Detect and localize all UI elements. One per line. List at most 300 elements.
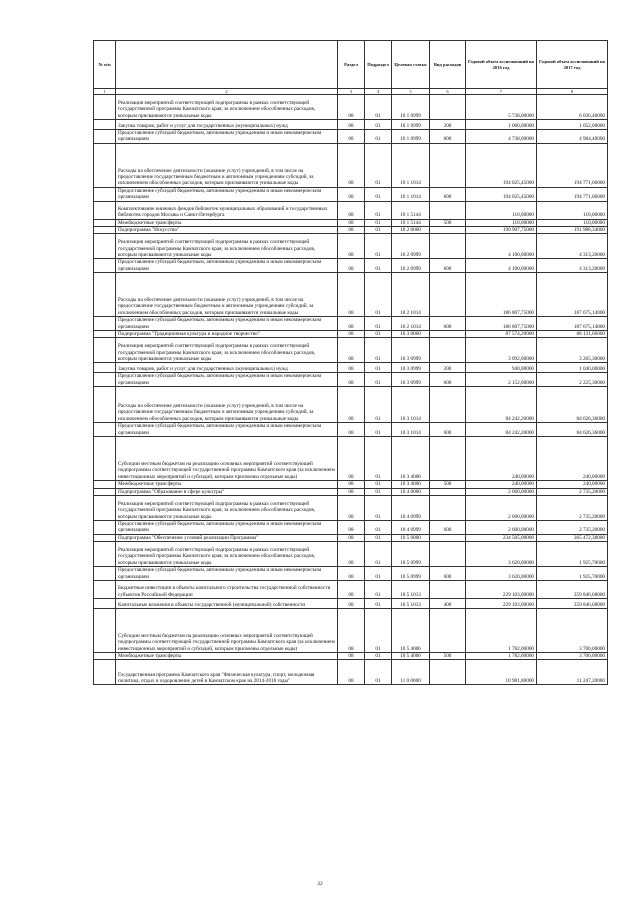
row-razdel-cell: 08 <box>338 598 365 608</box>
row-amount-2017-cell: 6 036,40000 <box>537 95 608 120</box>
table-row <box>94 542 608 567</box>
row-target-article-cell: 10 3 1014 <box>392 423 430 437</box>
row-name-cell: Предоставление субсидий бюджетным, автономным учреждениям и иным некоммерческим организациям <box>116 187 338 201</box>
row-target-article-cell: 10 3 4006 <box>392 437 430 481</box>
row-razdel-cell: 08 <box>338 317 365 331</box>
column-number: 8 <box>537 89 608 95</box>
row-amount-2016-cell: 1 782,00000 <box>466 608 537 652</box>
row-expense-type-cell: 600 <box>430 187 466 201</box>
row-razdel-cell: 08 <box>338 227 365 234</box>
row-razdel-cell: 08 <box>338 488 365 495</box>
row-name-cell: Подпрограмма "Образование в сфере культуры" <box>116 488 338 495</box>
budget-table-sheet <box>93 40 607 685</box>
column-number: 3 <box>338 89 365 95</box>
row-expense-type-cell <box>430 387 466 423</box>
table-row <box>94 598 608 608</box>
row-number-cell <box>94 338 116 363</box>
row-expense-type-cell: 600 <box>430 423 466 437</box>
row-amount-2016-cell: 229 103,00000 <box>466 598 537 608</box>
row-razdel-cell: 08 <box>338 363 365 373</box>
row-razdel-cell: 08 <box>338 542 365 567</box>
row-amount-2016-cell: 194 025,45000 <box>466 187 537 201</box>
row-expense-type-cell <box>430 143 466 187</box>
row-amount-2017-cell: 4 313,20000 <box>537 259 608 273</box>
row-amount-2017-cell: 1 925,70000 <box>537 542 608 567</box>
row-number-cell <box>94 567 116 581</box>
row-name-cell: Реализация мероприятий соответствующей подпрограммы в рамках соответствующей государственной программы Камчатского края, за исключением обособленных расходов, которым присваиваются уникальные коды <box>116 542 338 567</box>
row-amount-2017-cell: 84 626,36000 <box>537 423 608 437</box>
column-number: 6 <box>430 89 466 95</box>
row-razdel-cell: 08 <box>338 120 365 130</box>
row-name-cell: Капитальные вложения в объекты государственной (муниципальной) собственности <box>116 598 338 608</box>
row-razdel-cell: 08 <box>338 234 365 259</box>
row-name-cell: Межбюджетные трансферты <box>116 219 338 226</box>
header-name <box>116 41 338 89</box>
row-podrazdel-cell: 01 <box>365 534 392 541</box>
header-expense-type: Вид расходов <box>430 41 466 89</box>
row-amount-2016-cell: 4 100,00000 <box>466 234 537 259</box>
row-amount-2016-cell: 1 782,00000 <box>466 652 537 659</box>
row-razdel-cell: 08 <box>338 259 365 273</box>
row-target-article-cell: 10 5 0999 <box>392 542 430 567</box>
row-number-cell <box>94 488 116 495</box>
row-expense-type-cell: 600 <box>430 130 466 144</box>
row-amount-2016-cell: 234 505,00000 <box>466 534 537 541</box>
row-podrazdel-cell: 01 <box>365 542 392 567</box>
row-amount-2016-cell: 84 242,20000 <box>466 423 537 437</box>
table-row <box>94 373 608 387</box>
row-name-cell: Предоставление субсидий бюджетным, автономным учреждениям и иным некоммерческим организациям <box>116 567 338 581</box>
row-target-article-cell: 10 3 4006 <box>392 481 430 488</box>
row-number-cell <box>94 259 116 273</box>
table-row <box>94 273 608 317</box>
row-expense-type-cell <box>430 273 466 317</box>
header-amount-2016: Годовой объем ассигнований на 2016 год <box>466 41 537 89</box>
row-amount-2017-cell: 194 771,66000 <box>537 143 608 187</box>
row-podrazdel-cell: 01 <box>365 495 392 520</box>
table-row <box>94 234 608 259</box>
table-row <box>94 219 608 226</box>
row-expense-type-cell <box>430 495 466 520</box>
row-amount-2017-cell: 1 925,70000 <box>537 567 608 581</box>
row-podrazdel-cell: 01 <box>365 187 392 201</box>
row-name-cell: Субсидии местным бюджетам на реализацию основных мероприятий соответствующей подпрограммы соответствующей государственной программы Камчатского края (за исключением инвестиционных мероприятий и субсидий, которым присвоены отдельные коды) <box>116 608 338 652</box>
table-row <box>94 227 608 234</box>
table-row <box>94 652 608 659</box>
row-name-cell: Предоставление субсидий бюджетным, автономным учреждениям и иным некоммерческим организациям <box>116 130 338 144</box>
row-amount-2017-cell: 1 040,00000 <box>537 363 608 373</box>
row-number-cell <box>94 130 116 144</box>
row-amount-2016-cell: 84 242,20000 <box>466 387 537 423</box>
row-razdel-cell: 08 <box>338 373 365 387</box>
row-name-cell: Подпрограмма "Традиционная культура и народное творчество" <box>116 331 338 338</box>
row-number-cell <box>94 387 116 423</box>
table-row <box>94 259 608 273</box>
table-row <box>94 130 608 144</box>
row-podrazdel-cell: 01 <box>365 580 392 598</box>
table-row <box>94 608 608 652</box>
row-target-article-cell: 10 5 0000 <box>392 534 430 541</box>
row-expense-type-cell: 600 <box>430 520 466 534</box>
row-target-article-cell: 10 3 0000 <box>392 331 430 338</box>
row-amount-2016-cell: 1 000,00000 <box>466 120 537 130</box>
row-podrazdel-cell: 01 <box>365 437 392 481</box>
row-number-cell <box>94 495 116 520</box>
column-number: 4 <box>365 89 392 95</box>
row-amount-2017-cell: 84 626,36000 <box>537 387 608 423</box>
row-podrazdel-cell: 01 <box>365 608 392 652</box>
row-amount-2017-cell: 240,00000 <box>537 481 608 488</box>
row-target-article-cell: 10 5 0999 <box>392 567 430 581</box>
row-amount-2017-cell: 359 846,68000 <box>537 598 608 608</box>
table-row <box>94 387 608 423</box>
row-amount-2017-cell: 3 700,00000 <box>537 652 608 659</box>
row-expense-type-cell <box>430 580 466 598</box>
row-podrazdel-cell: 01 <box>365 120 392 130</box>
row-amount-2017-cell: 187 675,14000 <box>537 317 608 331</box>
row-number-cell <box>94 652 116 659</box>
table-row <box>94 187 608 201</box>
row-amount-2017-cell: 191 988,34000 <box>537 227 608 234</box>
row-amount-2016-cell: 186 807,75000 <box>466 317 537 331</box>
row-podrazdel-cell: 01 <box>365 363 392 373</box>
row-podrazdel-cell: 01 <box>365 273 392 317</box>
row-amount-2017-cell: 88 131,66000 <box>537 331 608 338</box>
table-row <box>94 201 608 219</box>
row-expense-type-cell <box>430 201 466 219</box>
row-podrazdel-cell: 01 <box>365 598 392 608</box>
row-amount-2017-cell: 2 735,20000 <box>537 488 608 495</box>
row-expense-type-cell: 500 <box>430 481 466 488</box>
row-name-cell: Расходы на обеспечение деятельности (оказание услуг) учреждений, в том числе на предоставление государственным бюджетным и автономным учреждениям субсидий, за исключением обособленных расходов, которым присваиваются уникальные коды <box>116 387 338 423</box>
row-target-article-cell: 10 1 1014 <box>392 143 430 187</box>
row-expense-type-cell <box>430 338 466 363</box>
row-razdel-cell: 08 <box>338 387 365 423</box>
row-amount-2017-cell: 2 225,30000 <box>537 373 608 387</box>
row-name-cell: Предоставление субсидий бюджетным, автономным учреждениям и иным некоммерческим организациям <box>116 373 338 387</box>
row-target-article-cell: 10 4 0999 <box>392 495 430 520</box>
row-expense-type-cell <box>430 660 466 685</box>
row-amount-2017-cell: 194 771,66000 <box>537 187 608 201</box>
table-body <box>94 89 608 685</box>
row-number-cell <box>94 120 116 130</box>
row-razdel-cell: 08 <box>338 423 365 437</box>
row-podrazdel-cell: 01 <box>365 567 392 581</box>
row-amount-2017-cell: 4 313,20000 <box>537 234 608 259</box>
row-razdel-cell: 08 <box>338 608 365 652</box>
row-target-article-cell: 10 2 0999 <box>392 259 430 273</box>
row-razdel-cell: 08 <box>338 187 365 201</box>
row-razdel-cell: 08 <box>338 331 365 338</box>
row-amount-2016-cell: 2 600,00000 <box>466 488 537 495</box>
row-name-cell: Закупка товаров, работ и услуг для государственных (муниципальных) нужд <box>116 120 338 130</box>
row-expense-type-cell <box>430 234 466 259</box>
column-number: 7 <box>466 89 537 95</box>
table-row <box>94 437 608 481</box>
row-razdel-cell: 08 <box>338 130 365 144</box>
row-number-cell <box>94 273 116 317</box>
row-expense-type-cell <box>430 227 466 234</box>
row-number-cell <box>94 234 116 259</box>
row-number-cell <box>94 580 116 598</box>
row-name-cell: Реализация мероприятий соответствующей подпрограммы в рамках соответствующей государственной программы Камчатского края, за исключением обособленных расходов, которым присваиваются уникальные коды <box>116 95 338 120</box>
row-razdel-cell: 08 <box>338 143 365 187</box>
row-name-cell: Межбюджетные трансферты <box>116 481 338 488</box>
row-razdel-cell: 08 <box>338 95 365 120</box>
row-name-cell: Расходы на обеспечение деятельности (оказание услуг) учреждений, в том числе на предоставление государственным бюджетным и автономным учреждениям субсидий, за исключением обособленных расходов, которым присваиваются уникальные коды <box>116 273 338 317</box>
row-razdel-cell: 08 <box>338 580 365 598</box>
table-row <box>94 363 608 373</box>
row-number-cell <box>94 331 116 338</box>
column-number: 1 <box>94 89 116 95</box>
row-amount-2016-cell: 87 574,20000 <box>466 331 537 338</box>
row-number-cell <box>94 201 116 219</box>
row-podrazdel-cell: 01 <box>365 488 392 495</box>
row-amount-2017-cell: 110,00000 <box>537 219 608 226</box>
row-razdel-cell: 08 <box>338 652 365 659</box>
row-razdel-cell: 08 <box>338 219 365 226</box>
row-podrazdel-cell: 01 <box>365 143 392 187</box>
row-expense-type-cell: 200 <box>430 120 466 130</box>
row-amount-2016-cell: 2 152,00000 <box>466 373 537 387</box>
row-number-cell <box>94 227 116 234</box>
table-row <box>94 580 608 598</box>
row-number-cell <box>94 534 116 541</box>
row-amount-2016-cell: 229 103,00000 <box>466 580 537 598</box>
row-expense-type-cell: 600 <box>430 373 466 387</box>
column-number: 5 <box>392 89 430 95</box>
row-razdel-cell: 08 <box>338 481 365 488</box>
row-podrazdel-cell: 01 <box>365 259 392 273</box>
row-amount-2016-cell: 110,00000 <box>466 201 537 219</box>
row-amount-2016-cell: 240,00000 <box>466 481 537 488</box>
row-target-article-cell: 10 3 0999 <box>392 363 430 373</box>
row-number-cell <box>94 423 116 437</box>
row-number-cell <box>94 143 116 187</box>
row-razdel-cell: 08 <box>338 338 365 363</box>
row-number-cell <box>94 598 116 608</box>
table-row <box>94 95 608 120</box>
row-name-cell: Государственная программа Камчатского края "Физическая культура, спорт, молодежная политика, отдых и оздоровление детей в Камчатском крае на 2014-2018 годы" <box>116 660 338 685</box>
row-razdel-cell: 08 <box>338 273 365 317</box>
row-amount-2016-cell: 4 738,00000 <box>466 130 537 144</box>
row-expense-type-cell: 500 <box>430 652 466 659</box>
table-row <box>94 143 608 187</box>
row-name-cell: Субсидии местным бюджетам на реализацию основных мероприятий соответствующей подпрограммы соответствующей государственной программы Камчатского края (за исключением инвестиционных мероприятий и субсидий, которым присвоены отдельные коды) <box>116 437 338 481</box>
row-amount-2016-cell: 240,00000 <box>466 437 537 481</box>
row-number-cell <box>94 187 116 201</box>
row-razdel-cell: 08 <box>338 201 365 219</box>
row-amount-2017-cell: 11 247,20000 <box>537 660 608 685</box>
row-amount-2016-cell: 3 620,00000 <box>466 567 537 581</box>
row-target-article-cell: 10 3 0999 <box>392 338 430 363</box>
row-razdel-cell: 08 <box>338 495 365 520</box>
row-podrazdel-cell: 01 <box>365 387 392 423</box>
row-podrazdel-cell: 01 <box>365 481 392 488</box>
row-expense-type-cell <box>430 437 466 481</box>
row-amount-2016-cell: 2 600,00000 <box>466 495 537 520</box>
header-razdel: Раздел <box>338 41 365 89</box>
row-podrazdel-cell: 01 <box>365 130 392 144</box>
row-amount-2017-cell: 1 052,00000 <box>537 120 608 130</box>
row-name-cell: Подпрограмма "Искусство" <box>116 227 338 234</box>
row-podrazdel-cell: 01 <box>365 331 392 338</box>
row-target-article-cell: 10 1 5144 <box>392 201 430 219</box>
row-name-cell: Предоставление субсидий бюджетным, автономным учреждениям и иным некоммерческим организациям <box>116 259 338 273</box>
row-expense-type-cell: 600 <box>430 317 466 331</box>
row-podrazdel-cell: 01 <box>365 373 392 387</box>
row-podrazdel-cell: 01 <box>365 660 392 685</box>
row-podrazdel-cell: 01 <box>365 227 392 234</box>
row-name-cell: Реализация мероприятий соответствующей подпрограммы в рамках соответствующей государственной программы Камчатского края, за исключением обособленных расходов, которым присваиваются уникальные коды <box>116 234 338 259</box>
row-name-cell: Предоставление субсидий бюджетным, автономным учреждениям и иным некоммерческим организациям <box>116 520 338 534</box>
row-number-cell <box>94 373 116 387</box>
table-header <box>94 41 608 89</box>
row-number-cell <box>94 437 116 481</box>
row-target-article-cell: 10 1 0999 <box>392 120 430 130</box>
row-amount-2017-cell: 359 846,68000 <box>537 580 608 598</box>
row-name-cell: Расходы на обеспечение деятельности (оказание услуг) учреждений, в том числе на предоставление государственным бюджетным и автономным учреждениям субсидий, за исключением обособленных расходов, которым присваиваются уникальные коды <box>116 143 338 187</box>
row-name-cell: Комплектование книжных фондов библиотек муниципальных образований и государственных библиотек городов Москвы и Санкт-Петербурга <box>116 201 338 219</box>
header-number: № п/п <box>94 41 116 89</box>
row-number-cell <box>94 95 116 120</box>
header-podrazdel: Подраздел <box>365 41 392 89</box>
row-expense-type-cell <box>430 608 466 652</box>
table-row <box>94 481 608 488</box>
row-amount-2016-cell: 940,00000 <box>466 363 537 373</box>
page-number: 32 <box>317 881 323 887</box>
row-number-cell <box>94 520 116 534</box>
row-razdel-cell: 08 <box>338 437 365 481</box>
row-expense-type-cell: 200 <box>430 363 466 373</box>
row-expense-type-cell <box>430 488 466 495</box>
row-name-cell: Межбюджетные трансферты <box>116 652 338 659</box>
row-podrazdel-cell: 01 <box>365 234 392 259</box>
row-name-cell: Предоставление субсидий бюджетным, автономным учреждениям и иным некоммерческим организациям <box>116 317 338 331</box>
row-name-cell: Реализация мероприятий соответствующей подпрограммы в рамках соответствующей государственной программы Камчатского края, за исключением обособленных расходов, которым присваиваются уникальные коды <box>116 338 338 363</box>
table-row <box>94 567 608 581</box>
row-number-cell <box>94 363 116 373</box>
row-razdel-cell: 08 <box>338 567 365 581</box>
row-expense-type-cell: 400 <box>430 598 466 608</box>
row-amount-2017-cell: 2 735,20000 <box>537 495 608 520</box>
row-podrazdel-cell: 01 <box>365 317 392 331</box>
row-amount-2016-cell: 10 981,80000 <box>466 660 537 685</box>
row-name-cell: Бюджетные инвестиции в объекты капитального строительства государственной собственности субъектов Российской Федерации <box>116 580 338 598</box>
row-expense-type-cell <box>430 95 466 120</box>
row-amount-2016-cell: 2 600,00000 <box>466 520 537 534</box>
row-razdel-cell: 08 <box>338 520 365 534</box>
table-row <box>94 423 608 437</box>
row-target-article-cell: 10 5 4006 <box>392 652 430 659</box>
row-amount-2017-cell: 240,00000 <box>537 437 608 481</box>
row-number-cell <box>94 219 116 226</box>
row-name-cell: Реализация мероприятий соответствующей подпрограммы в рамках соответствующей государственной программы Камчатского края, за исключением обособленных расходов, которым присваиваются уникальные коды <box>116 495 338 520</box>
row-number-cell <box>94 317 116 331</box>
table-row <box>94 488 608 495</box>
row-podrazdel-cell: 01 <box>365 95 392 120</box>
table-row <box>94 495 608 520</box>
row-name-cell: Подпрограмма "Обеспечение условий реализации Программы" <box>116 534 338 541</box>
row-target-article-cell: 10 4 0000 <box>392 488 430 495</box>
header-amount-2017: Годовой объем ассигнований на 2017 год <box>537 41 608 89</box>
row-expense-type-cell: 600 <box>430 567 466 581</box>
row-podrazdel-cell: 01 <box>365 652 392 659</box>
row-podrazdel-cell: 01 <box>365 338 392 363</box>
table-row <box>94 534 608 541</box>
row-expense-type-cell <box>430 534 466 541</box>
row-number-cell <box>94 608 116 652</box>
row-podrazdel-cell: 01 <box>365 520 392 534</box>
row-target-article-cell: 10 2 1014 <box>392 317 430 331</box>
row-expense-type-cell <box>430 542 466 567</box>
row-podrazdel-cell: 01 <box>365 423 392 437</box>
row-target-article-cell: 10 2 1014 <box>392 273 430 317</box>
row-expense-type-cell: 600 <box>430 259 466 273</box>
row-amount-2017-cell: 3 265,30000 <box>537 338 608 363</box>
row-amount-2016-cell: 186 807,75000 <box>466 273 537 317</box>
row-target-article-cell: 10 2 0999 <box>392 234 430 259</box>
table-row <box>94 338 608 363</box>
row-podrazdel-cell: 01 <box>365 201 392 219</box>
row-amount-2017-cell: 365 472,38000 <box>537 534 608 541</box>
row-target-article-cell: 10 1 0999 <box>392 130 430 144</box>
row-target-article-cell: 10 3 0999 <box>392 373 430 387</box>
row-amount-2016-cell: 190 907,75000 <box>466 227 537 234</box>
row-amount-2016-cell: 4 100,00000 <box>466 259 537 273</box>
row-amount-2017-cell: 110,00000 <box>537 201 608 219</box>
row-name-cell: Предоставление субсидий бюджетным, автономным учреждениям и иным некоммерческим организациям <box>116 423 338 437</box>
budget-table <box>93 40 608 685</box>
row-amount-2017-cell: 2 735,20000 <box>537 520 608 534</box>
row-target-article-cell: 10 3 1014 <box>392 387 430 423</box>
row-razdel-cell: 08 <box>338 534 365 541</box>
row-target-article-cell: 10 1 1014 <box>392 187 430 201</box>
row-amount-2016-cell: 110,00000 <box>466 219 537 226</box>
row-target-article-cell: 10 5 1013 <box>392 598 430 608</box>
row-expense-type-cell <box>430 331 466 338</box>
row-amount-2017-cell: 4 984,40000 <box>537 130 608 144</box>
table-row <box>94 120 608 130</box>
row-target-article-cell: 10 4 0999 <box>392 520 430 534</box>
row-amount-2016-cell: 3 620,00000 <box>466 542 537 567</box>
row-target-article-cell: 10 1 0999 <box>392 95 430 120</box>
row-number-cell <box>94 542 116 567</box>
header-target-article: Целевая статья <box>392 41 430 89</box>
table-row <box>94 660 608 685</box>
row-podrazdel-cell: 01 <box>365 219 392 226</box>
row-amount-2016-cell: 5 738,00000 <box>466 95 537 120</box>
row-amount-2017-cell: 187 675,14000 <box>537 273 608 317</box>
row-amount-2016-cell: 194 025,45000 <box>466 143 537 187</box>
row-target-article-cell: 11 0 0000 <box>392 660 430 685</box>
column-number: 2 <box>116 89 338 95</box>
row-number-cell <box>94 481 116 488</box>
row-amount-2016-cell: 3 092,00000 <box>466 338 537 363</box>
row-amount-2017-cell: 3 700,00000 <box>537 608 608 652</box>
row-target-article-cell: 10 1 5144 <box>392 219 430 226</box>
row-number-cell <box>94 660 116 685</box>
row-target-article-cell: 10 5 4006 <box>392 608 430 652</box>
table-row <box>94 331 608 338</box>
table-row <box>94 520 608 534</box>
row-target-article-cell: 10 5 1013 <box>392 580 430 598</box>
row-razdel-cell: 08 <box>338 660 365 685</box>
row-name-cell: Закупка товаров, работ и услуг для государственных (муниципальных) нужд <box>116 363 338 373</box>
row-target-article-cell: 10 2 0000 <box>392 227 430 234</box>
table-row <box>94 317 608 331</box>
row-expense-type-cell: 500 <box>430 219 466 226</box>
